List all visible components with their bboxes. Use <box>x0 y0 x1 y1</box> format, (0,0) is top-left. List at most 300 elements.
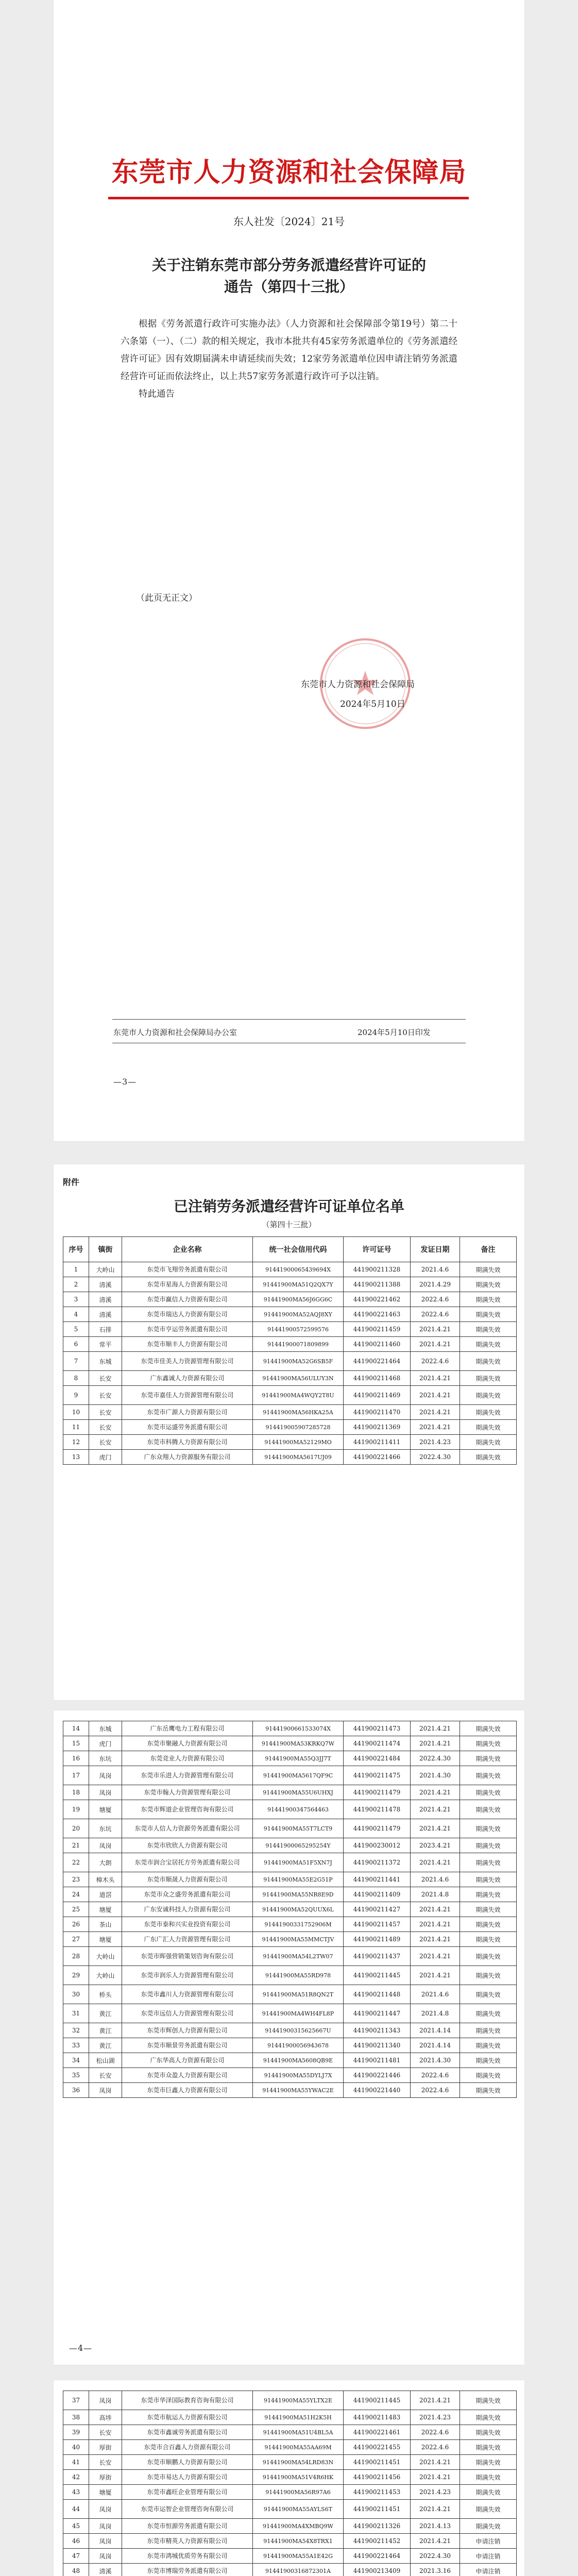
table-row <box>63 1819 517 1838</box>
cell-company: 东莞市众盈人力资源有限公司 <box>122 2068 253 2083</box>
cell-license-no: 441900211447 <box>344 2004 411 2023</box>
cell-index: 15 <box>63 1736 89 1751</box>
header-credit-code: 统一社会信用代码 <box>253 1237 344 1262</box>
cell-remark: 期满失效 <box>460 2004 517 2023</box>
cell-index: 7 <box>63 1352 89 1371</box>
cell-company: 东莞市润合宝居托方劳务派遣有限公司 <box>122 1853 253 1872</box>
cell-remark: 期满失效 <box>460 1420 517 1435</box>
cell-license-no: 441900221440 <box>344 2083 411 2098</box>
cell-issue-date: 2021.3.16 <box>411 2564 460 2576</box>
cell-remark: 期满失效 <box>460 2440 517 2455</box>
cell-issue-date: 2022.4.6 <box>411 2425 460 2440</box>
cell-remark: 期满失效 <box>460 2391 517 2410</box>
cell-license-no: 441900221463 <box>344 1307 411 1322</box>
document-number: 东人社发〔2024〕21号 <box>233 215 345 228</box>
cell-issue-date: 2021.4.23 <box>411 1435 460 1450</box>
cell-company: 东莞市科腾人力资源有限公司 <box>122 1435 253 1450</box>
table-row <box>63 2083 517 2098</box>
cell-town: 虎门 <box>89 1450 122 1465</box>
table-row <box>63 2004 517 2023</box>
cell-company: 东莞市亨运劳务派遣有限公司 <box>122 1322 253 1337</box>
cell-credit-code: 914419005907285728 <box>253 1420 344 1435</box>
table-row <box>63 1386 517 1405</box>
cell-license-no: 441900230012 <box>344 1838 411 1853</box>
cell-town: 清溪 <box>89 1277 122 1292</box>
table-row <box>63 1902 517 1917</box>
table-row <box>63 1872 517 1887</box>
cell-company: 东莞市鑫诚劳务派遣有限公司 <box>122 2425 253 2440</box>
cell-credit-code: 91441900MA54LRD83N <box>253 2455 344 2470</box>
table-row <box>63 1853 517 1872</box>
cell-issue-date: 2021.4.6 <box>411 1872 460 1887</box>
cell-index: 33 <box>63 2038 89 2053</box>
cell-credit-code: 91441900MA51F5XN7J <box>253 1853 344 1872</box>
cell-index: 4 <box>63 1307 89 1322</box>
cell-credit-code: 91441900572599576 <box>253 1322 344 1337</box>
cell-credit-code: 91441900MA56J6GG6C <box>253 1292 344 1307</box>
cell-index: 24 <box>63 1887 89 1902</box>
cell-town: 茶山 <box>89 1917 122 1932</box>
table-row <box>63 2500 517 2519</box>
cell-remark: 期满失效 <box>460 1292 517 1307</box>
header-index: 序号 <box>63 1237 89 1262</box>
cell-credit-code: 91441900347564463 <box>253 1800 344 1819</box>
cell-credit-code: 91441900MA55T7LCT9 <box>253 1819 344 1838</box>
cell-index: 3 <box>63 1292 89 1307</box>
cell-company: 东莞市嘉佳人力资源管理有限公司 <box>122 1386 253 1405</box>
table-row <box>63 1435 517 1450</box>
cell-remark: 期满失效 <box>460 1838 517 1853</box>
cell-company: 东莞市鑫旺企业管理有限公司 <box>122 2485 253 2500</box>
table-row <box>63 1785 517 1800</box>
cell-company: 东莞市鸿城优质劳务有限公司 <box>122 2549 253 2564</box>
cell-remark: 期满失效 <box>460 1872 517 1887</box>
cell-town: 长安 <box>89 1386 122 1405</box>
table-row <box>63 2425 517 2440</box>
cell-remark: 期满失效 <box>460 2053 517 2068</box>
table-row <box>63 1800 517 1819</box>
cell-remark: 期满失效 <box>460 2455 517 2470</box>
table-row <box>63 2564 517 2576</box>
cell-license-no: 441900211469 <box>344 1386 411 1405</box>
cell-town: 松山湖 <box>89 2053 122 2068</box>
cell-license-no: 441900211411 <box>344 1435 411 1450</box>
cell-issue-date: 2021.4.21 <box>411 1947 460 1966</box>
table-row <box>63 2038 517 2053</box>
notice-title-line: 关于注销东莞市部分劳务派遣经营许可证的 <box>151 257 426 274</box>
cell-index: 45 <box>63 2519 89 2534</box>
table-row <box>63 1371 517 1386</box>
table-row <box>63 1450 517 1465</box>
cell-remark: 期满失效 <box>460 1277 517 1292</box>
cell-issue-date: 2021.4.21 <box>411 1386 460 1405</box>
cell-issue-date: 2021.4.21 <box>411 1736 460 1751</box>
cell-license-no: 441900221446 <box>344 2068 411 2083</box>
cell-index: 10 <box>63 1405 89 1420</box>
cell-license-no: 441900211481 <box>344 2053 411 2068</box>
cell-license-no: 441900211340 <box>344 2038 411 2053</box>
cell-company: 东莞市运盛劳务派遣有限公司 <box>122 1420 253 1435</box>
cell-issue-date: 2021.4.21 <box>411 2500 460 2519</box>
table-row <box>63 1277 517 1292</box>
cell-issue-date: 2021.4.21 <box>411 1785 460 1800</box>
cell-town: 黄江 <box>89 2023 122 2038</box>
table-row <box>63 1322 517 1337</box>
signature-org: 东莞市人力资源和社会保障局 <box>301 680 415 690</box>
batch-label: （第四十三批） <box>262 1220 316 1229</box>
cell-license-no: 441900211479 <box>344 1819 411 1838</box>
cell-index: 25 <box>63 1902 89 1917</box>
cell-remark: 期满失效 <box>460 1721 517 1736</box>
cell-town: 东城 <box>89 1721 122 1736</box>
cell-license-no: 441900211441 <box>344 1872 411 1887</box>
cell-remark: 期满失效 <box>460 2410 517 2425</box>
cell-issue-date: 2021.4.21 <box>411 1932 460 1947</box>
cell-credit-code: 91441900MA51R8QN2T <box>253 1985 344 2004</box>
cell-issue-date: 2021.4.21 <box>411 1966 460 1985</box>
cell-company: 东莞市顺丰人力资源有限公司 <box>122 1337 253 1352</box>
attachment-page-3 <box>54 2380 524 2576</box>
header-town: 镇街 <box>89 1237 122 1262</box>
cell-credit-code: 91441900MA5617QF9C <box>253 1766 344 1785</box>
notice-body <box>121 315 457 403</box>
cell-company: 东莞市聚融人力资源有限公司 <box>122 1736 253 1751</box>
cell-issue-date: 2021.4.21 <box>411 1420 460 1435</box>
cell-issue-date: 2022.4.6 <box>411 1307 460 1322</box>
cell-town: 塘厦 <box>89 1902 122 1917</box>
table-row <box>63 1917 517 1932</box>
cell-license-no: 441900211456 <box>344 2470 411 2485</box>
cell-company: 广东鑫诚人力资源有限公司 <box>122 1371 253 1386</box>
cell-company: 东莞市易达人力资源有限公司 <box>122 2470 253 2485</box>
cell-credit-code: 91441900MA55AYLS6T <box>253 2500 344 2519</box>
cell-license-no: 441900211479 <box>344 1785 411 1800</box>
cell-index: 19 <box>63 1800 89 1819</box>
header-license-no: 许可证号 <box>344 1237 411 1262</box>
cell-license-no: 441900211470 <box>344 1405 411 1420</box>
cell-index: 5 <box>63 1322 89 1337</box>
cell-town: 清溪 <box>89 1307 122 1322</box>
table-row <box>63 2549 517 2564</box>
table-row <box>63 1838 517 1853</box>
cell-credit-code: 91441900056943678 <box>253 2038 344 2053</box>
cell-index: 2 <box>63 1277 89 1292</box>
cell-issue-date: 2021.4.21 <box>411 1337 460 1352</box>
cell-index: 23 <box>63 1872 89 1887</box>
cell-credit-code: 91441900MA55YWAC2E <box>253 2083 344 2098</box>
cell-license-no: 441900221464 <box>344 1352 411 1371</box>
cell-remark: 期满失效 <box>460 1371 517 1386</box>
cell-issue-date: 2022.4.6 <box>411 2083 460 2098</box>
cell-license-no: 441900211451 <box>344 2500 411 2519</box>
cell-credit-code: 91441900MA56R97A6 <box>253 2485 344 2500</box>
cell-town: 东坑 <box>89 1751 122 1766</box>
cell-town: 长安 <box>89 1435 122 1450</box>
cell-license-no: 441900221466 <box>344 1450 411 1465</box>
no-text-note: （此页无正文） <box>136 593 197 603</box>
header-issue-date: 发证日期 <box>411 1237 460 1262</box>
cell-index: 22 <box>63 1853 89 1872</box>
table-row <box>63 1262 517 1277</box>
cell-remark: 期满失效 <box>460 1985 517 2004</box>
table-row <box>63 2485 517 2500</box>
cell-license-no: 441900211473 <box>344 1721 411 1736</box>
cell-issue-date: 2021.4.23 <box>411 2410 460 2425</box>
cell-remark: 期满失效 <box>460 1917 517 1932</box>
table-row <box>63 2053 517 2068</box>
cell-issue-date: 2022.4.30 <box>411 1751 460 1766</box>
cell-town: 石排 <box>89 1322 122 1337</box>
cell-remark: 期满失效 <box>460 1435 517 1450</box>
cell-issue-date: 2021.4.21 <box>411 1853 460 1872</box>
cell-credit-code: 91441900MA56HKA25A <box>253 1405 344 1420</box>
cell-index: 43 <box>63 2485 89 2500</box>
revoked-license-table <box>63 2391 517 2576</box>
cell-issue-date: 2021.4.21 <box>411 2455 460 2470</box>
cell-index: 14 <box>63 1721 89 1736</box>
cell-company: 东莞市博瑞劳务派遣有限公司 <box>122 2564 253 2576</box>
cell-credit-code: 91441900MA52AQJ8XY <box>253 1307 344 1322</box>
cell-license-no: 441900211452 <box>344 2534 411 2549</box>
cell-license-no: 441900211326 <box>344 2519 411 2534</box>
cell-license-no: 441900211457 <box>344 1917 411 1932</box>
cell-index: 17 <box>63 1766 89 1785</box>
cell-index: 29 <box>63 1966 89 1985</box>
cell-company: 东莞市辉创人力资源有限公司 <box>122 2023 253 2038</box>
cell-town: 长安 <box>89 2068 122 2083</box>
cell-remark: 期满失效 <box>460 2083 517 2098</box>
cell-credit-code: 91441900071809899 <box>253 1337 344 1352</box>
table-row <box>63 1985 517 2004</box>
cell-town: 厚街 <box>89 2470 122 2485</box>
cell-company: 东莞市精英人力资源有限公司 <box>122 2534 253 2549</box>
cell-company: 东莞市合百鑫人力资源有限公司 <box>122 2440 253 2455</box>
cell-index: 44 <box>63 2500 89 2519</box>
cell-license-no: 441900221484 <box>344 1751 411 1766</box>
cell-remark: 期满失效 <box>460 1337 517 1352</box>
footer-rule-top <box>112 1019 466 1020</box>
cell-credit-code: 91441900MA55A1E42G <box>253 2549 344 2564</box>
cell-town: 塘厦 <box>89 2485 122 2500</box>
table-row <box>63 1966 517 1985</box>
cell-license-no: 441900211445 <box>344 2391 411 2410</box>
cell-company: 东莞市泰和兴实业投资有限公司 <box>122 1917 253 1932</box>
cell-license-no: 441900211445 <box>344 1966 411 1985</box>
cell-credit-code: 91441900MA55Q3JJ7T <box>253 1751 344 1766</box>
cell-credit-code: 91441900MA4WH4FL8P <box>253 2004 344 2023</box>
cell-town: 凤岗 <box>89 1838 122 1853</box>
cell-company: 东莞市赢信人力资源有限公司 <box>122 1292 253 1307</box>
cell-town: 塘厦 <box>89 1800 122 1819</box>
cell-company: 东莞市鑫川人力资源管理有限公司 <box>122 1985 253 2004</box>
cell-company: 广东众翔人力资源服务有限公司 <box>122 1450 253 1465</box>
cell-issue-date: 2021.4.6 <box>411 1262 460 1277</box>
notice-page <box>54 0 524 1141</box>
cell-credit-code: 91441900MA55MMCTJV <box>253 1932 344 1947</box>
cell-issue-date: 2021.4.21 <box>411 1902 460 1917</box>
table-row <box>63 1932 517 1947</box>
cell-company: 广东广汇人力资源管理有限公司 <box>122 1932 253 1947</box>
cell-index: 6 <box>63 1337 89 1352</box>
table-row <box>63 2023 517 2038</box>
cell-remark: 期满失效 <box>460 2038 517 2053</box>
cell-remark: 期满失效 <box>460 1766 517 1785</box>
red-header-title: 东莞市人力资源和社会保障局 <box>111 157 467 188</box>
revoked-license-table <box>63 1236 517 1465</box>
cell-company: 东莞市瑞达人力资源有限公司 <box>122 1307 253 1322</box>
cell-remark: 期满失效 <box>460 1785 517 1800</box>
attachment-label: 附件 <box>63 1177 80 1187</box>
cell-credit-code: 91441900MA4WQY2T8U <box>253 1386 344 1405</box>
cell-issue-date: 2021.4.21 <box>411 1322 460 1337</box>
cell-index: 37 <box>63 2391 89 2410</box>
cell-remark: 申请注销 <box>460 2534 517 2549</box>
cell-credit-code: 91441900MA55DYLJ7X <box>253 2068 344 2083</box>
cell-remark: 期满失效 <box>460 2023 517 2038</box>
cell-credit-code: 91441900MA51H2K5H <box>253 2410 344 2425</box>
cell-remark: 期满失效 <box>460 1932 517 1947</box>
cell-license-no: 441900211427 <box>344 1902 411 1917</box>
cell-town: 东坑 <box>89 1819 122 1838</box>
table-row <box>63 2068 517 2083</box>
cell-company: 东莞市运智企业管理咨询有限公司 <box>122 2500 253 2519</box>
table-row <box>63 2455 517 2470</box>
cell-license-no: 441900211328 <box>344 1262 411 1277</box>
table-row <box>63 2391 517 2410</box>
cell-town: 长安 <box>89 1405 122 1420</box>
cell-credit-code: 91441900MA52G6SB5F <box>253 1352 344 1371</box>
cell-issue-date: 2021.4.21 <box>411 1800 460 1819</box>
cell-town: 塘厦 <box>89 1932 122 1947</box>
cell-license-no: 441900211475 <box>344 1766 411 1785</box>
cell-company: 东莞市巨鑫人力资源有限公司 <box>122 2083 253 2098</box>
cell-company: 东莞市乐进人力资源管理有限公司 <box>122 1766 253 1785</box>
cell-town: 长安 <box>89 1371 122 1386</box>
table-row <box>63 1721 517 1736</box>
cell-credit-code: 91441900MA54X8TRX1 <box>253 2534 344 2549</box>
cell-company: 东莞市远信人力资源管理有限公司 <box>122 2004 253 2023</box>
cell-index: 21 <box>63 1838 89 1853</box>
cell-company: 广东安诚科技人力资源有限公司 <box>122 1902 253 1917</box>
cell-license-no: 441900221464 <box>344 2549 411 2564</box>
cell-remark: 期满失效 <box>460 2470 517 2485</box>
red-divider-line <box>108 197 469 199</box>
cell-town: 凤岗 <box>89 1785 122 1800</box>
cell-index: 38 <box>63 2410 89 2425</box>
cell-index: 32 <box>63 2023 89 2038</box>
cell-remark: 期满失效 <box>460 1947 517 1966</box>
cell-town: 凤岗 <box>89 1766 122 1785</box>
cell-company: 东莞市晖强营销策划咨询有限公司 <box>122 1947 253 1966</box>
attachment-page-1 <box>54 1164 524 1700</box>
cell-town: 道滘 <box>89 1887 122 1902</box>
cell-license-no: 441900221461 <box>344 2425 411 2440</box>
cell-credit-code: 91441900MA55AA69M <box>253 2440 344 2455</box>
cell-credit-code: 91441900065295254Y <box>253 1838 344 1853</box>
cell-remark: 期满失效 <box>460 1800 517 1819</box>
cell-issue-date: 2021.4.30 <box>411 1766 460 1785</box>
footer-issue-date: 2024年5月10日印发 <box>358 1028 431 1037</box>
table-row <box>63 1766 517 1785</box>
cell-issue-date: 2021.4.21 <box>411 1819 460 1838</box>
cell-company: 东莞市航运人力资源有限公司 <box>122 2410 253 2425</box>
cell-town: 大朗 <box>89 1853 122 1872</box>
cell-credit-code: 91441900315625667U <box>253 2023 344 2038</box>
cell-issue-date: 2021.4.21 <box>411 1917 460 1932</box>
cell-credit-code: 91441900MA51Q2QX7Y <box>253 1277 344 1292</box>
cell-company: 东莞市润乐人力资源管理有限公司 <box>122 1966 253 1985</box>
cell-license-no: 441900211369 <box>344 1420 411 1435</box>
cell-index: 28 <box>63 1947 89 1966</box>
cell-credit-code: 91441900MA52129MO <box>253 1435 344 1450</box>
cell-town: 虎门 <box>89 1736 122 1751</box>
cell-remark: 申请注销 <box>460 2549 517 2564</box>
cell-remark: 期满失效 <box>460 1751 517 1766</box>
cell-remark: 期满失效 <box>460 2519 517 2534</box>
cell-credit-code: 91441900331752906M <box>253 1917 344 1932</box>
cell-index: 35 <box>63 2068 89 2083</box>
cell-license-no: 441900221462 <box>344 1292 411 1307</box>
page-number: —4— <box>69 2343 93 2353</box>
cell-index: 26 <box>63 1917 89 1932</box>
cell-index: 40 <box>63 2440 89 2455</box>
signature-date: 2024年5月10日 <box>340 699 405 709</box>
revoked-license-table <box>63 1721 517 2098</box>
cell-issue-date: 2022.4.30 <box>411 1450 460 1465</box>
cell-index: 31 <box>63 2004 89 2023</box>
cell-remark: 期满失效 <box>460 2425 517 2440</box>
cell-town: 凤岗 <box>89 2519 122 2534</box>
cell-remark: 期满失效 <box>460 1405 517 1420</box>
cell-license-no: 441900211343 <box>344 2023 411 2038</box>
cell-license-no: 441900211451 <box>344 2455 411 2470</box>
cell-index: 9 <box>63 1386 89 1405</box>
cell-issue-date: 2023.4.21 <box>411 1838 460 1853</box>
cell-issue-date: 2021.4.21 <box>411 1721 460 1736</box>
cell-company: 东莞市广源人力资源有限公司 <box>122 1405 253 1420</box>
cell-town: 凤岗 <box>89 2500 122 2519</box>
cell-town: 高埗 <box>89 2410 122 2425</box>
cell-credit-code: 91441900MA51V4R6HK <box>253 2470 344 2485</box>
cell-town: 长安 <box>89 1420 122 1435</box>
cell-license-no: 441900211388 <box>344 1277 411 1292</box>
cell-company: 东莞市佳美人力资源管理有限公司 <box>122 1352 253 1371</box>
cell-index: 1 <box>63 1262 89 1277</box>
cell-license-no: 441900211460 <box>344 1337 411 1352</box>
cell-company: 东莞竞业人力资源有限公司 <box>122 1751 253 1766</box>
cell-company: 东莞市顺晟人力资源有限公司 <box>122 1872 253 1887</box>
cell-issue-date: 2021.4.8 <box>411 1887 460 1902</box>
cell-index: 16 <box>63 1751 89 1766</box>
cell-credit-code: 91441900MA5617UJ09 <box>253 1450 344 1465</box>
footer-issuer: 东莞市人力资源和社会保障局办公室 <box>113 1028 237 1037</box>
cell-town: 大岭山 <box>89 1262 122 1277</box>
cell-remark: 期满失效 <box>460 1887 517 1902</box>
cell-remark: 期满失效 <box>460 1736 517 1751</box>
cell-credit-code: 91441900661533074X <box>253 1721 344 1736</box>
table-row <box>63 1736 517 1751</box>
cell-town: 黄江 <box>89 2038 122 2053</box>
cell-credit-code: 91441900MA5608QB9E <box>253 2053 344 2068</box>
cell-company: 广东华高人力资源有限公司 <box>122 2053 253 2068</box>
cell-town: 樟木头 <box>89 1872 122 1887</box>
cell-remark: 期满失效 <box>460 2068 517 2083</box>
cell-issue-date: 2021.4.21 <box>411 2534 460 2549</box>
cell-license-no: 441900211409 <box>344 1887 411 1902</box>
table-row <box>63 2470 517 2485</box>
cell-credit-code: 91441900065439694X <box>253 1262 344 1277</box>
cell-company: 东莞市恒源劳务派遣有限公司 <box>122 2519 253 2534</box>
